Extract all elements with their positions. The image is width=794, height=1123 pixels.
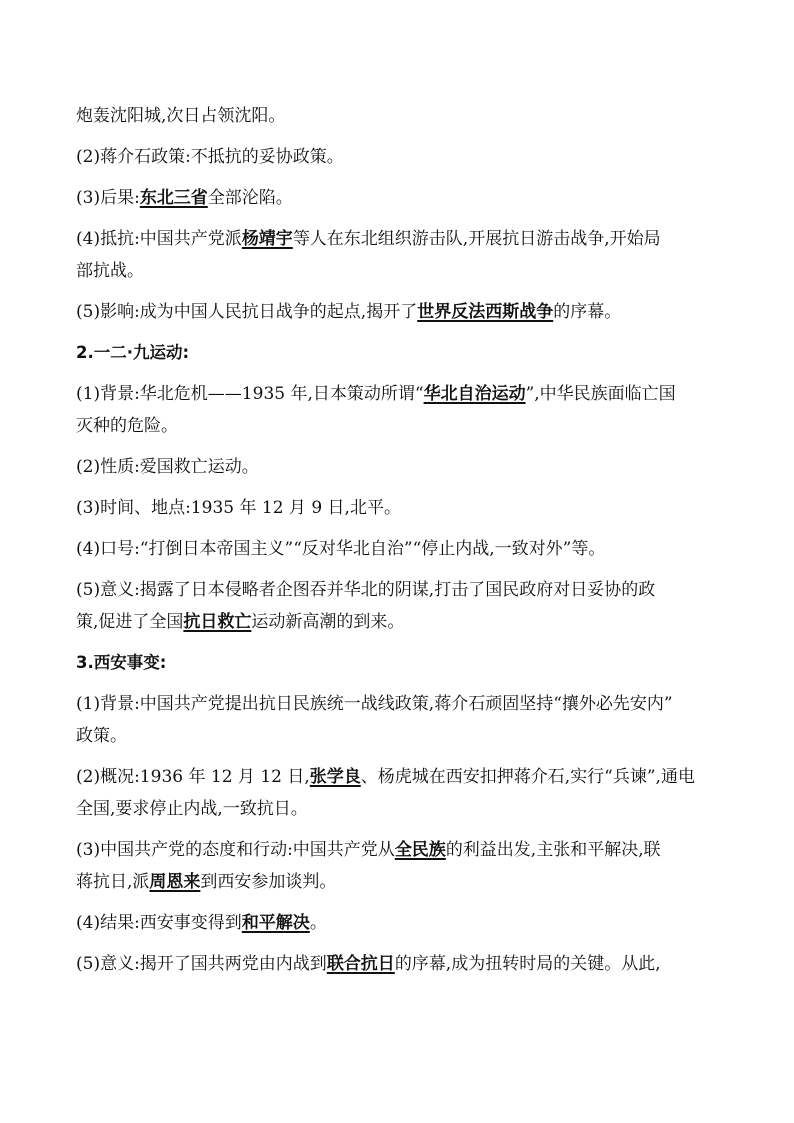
text-line	[76, 185, 721, 211]
keyword-underlined: 东北三省	[139, 188, 208, 208]
text-run: 3.西安事变:	[76, 653, 167, 672]
keyword-underlined: 抗日救亡	[183, 612, 252, 632]
text-line	[76, 796, 721, 822]
text-line	[76, 381, 721, 407]
keyword-underlined: 杨靖宇	[241, 229, 293, 249]
text-run: (4)抵抗:中国共产党派	[76, 229, 242, 249]
paragraph	[76, 837, 721, 895]
text-line	[76, 650, 721, 676]
keyword-underlined: 和平解决	[241, 913, 310, 933]
text-line	[76, 226, 721, 252]
text-line	[76, 764, 721, 790]
text-line	[76, 837, 721, 863]
text-run: 全国,要求停止内战,一致抗日。	[76, 799, 308, 819]
text-run: (4)口号:“打倒日本帝国主义”“反对华北自治”“停止内战,一致对外”等。	[76, 539, 606, 559]
text-run: 炮轰沈阳城,次日占领沈阳。	[76, 106, 286, 126]
text-run: (2)概况:1936 年 12 月 12 日,	[76, 767, 310, 787]
text-run: 灭种的危险。	[76, 416, 178, 436]
text-line	[76, 413, 721, 439]
text-line	[76, 340, 721, 366]
keyword-underlined: 华北自治运动	[423, 384, 526, 404]
keyword-underlined: 联合抗日	[326, 954, 395, 974]
text-run: (5)意义:揭露了日本侵略者企图吞并华北的阴谋,打击了国民政府对日妥协的政	[76, 580, 656, 600]
section-heading	[76, 340, 721, 366]
text-run: (2)性质:爱国救亡运动。	[76, 457, 259, 477]
text-run: 全部沦陷。	[207, 188, 293, 208]
keyword-underlined: 世界反法西斯战争	[417, 302, 554, 322]
text-line	[76, 536, 721, 562]
text-line	[76, 258, 721, 284]
paragraph	[76, 536, 721, 562]
paragraph	[76, 103, 721, 129]
text-run: 运动新高潮的到来。	[251, 612, 405, 632]
text-line	[76, 495, 721, 521]
text-run: 、杨虎城在西安扣押蒋介石,实行“兵谏”,通电	[360, 767, 695, 787]
text-line	[76, 691, 721, 717]
text-line	[76, 910, 721, 936]
text-run: 蒋抗日,派	[76, 872, 150, 892]
text-run: (3)时间、地点:1935 年 12 月 9 日,北平。	[76, 498, 401, 518]
keyword-underlined: 全民族	[394, 840, 446, 860]
paragraph	[76, 691, 721, 749]
text-run: (1)背景:中国共产党提出抗日民族统一战线政策,蒋介石顽固坚持“攘外必先安内”	[76, 694, 673, 714]
text-run: 政策。	[76, 726, 127, 746]
text-run: (5)影响:成为中国人民抗日战争的起点,揭开了	[76, 302, 418, 322]
text-run: 策,促进了全国	[76, 612, 184, 632]
text-run: ”,中华民族面临亡国	[525, 384, 676, 404]
text-line	[76, 951, 721, 977]
text-run: (4)结果:西安事变得到	[76, 913, 242, 933]
paragraph	[76, 764, 721, 822]
paragraph	[76, 454, 721, 480]
paragraph	[76, 495, 721, 521]
text-line	[76, 299, 721, 325]
text-run: 的利益出发,主张和平解决,联	[445, 840, 661, 860]
paragraph	[76, 381, 721, 439]
text-run: 部抗战。	[76, 261, 144, 281]
paragraph	[76, 144, 721, 170]
section-heading	[76, 650, 721, 676]
keyword-underlined: 周恩来	[149, 872, 201, 892]
text-run: (2)蒋介石政策:不抵抗的妥协政策。	[76, 147, 344, 167]
text-run: 到西安参加谈判。	[200, 872, 337, 892]
text-run: (5)意义:揭开了国共两党由内战到	[76, 954, 327, 974]
paragraph	[76, 577, 721, 635]
text-line	[76, 144, 721, 170]
keyword-underlined: 张学良	[309, 767, 361, 787]
text-line	[76, 609, 721, 635]
text-line	[76, 723, 721, 749]
text-run: (3)中国共产党的态度和行动:中国共产党从	[76, 840, 395, 860]
text-line	[76, 577, 721, 603]
text-line	[76, 103, 721, 129]
text-run: 等人在东北组织游击队,开展抗日游击战争,开始局	[292, 229, 661, 249]
text-line	[76, 869, 721, 895]
paragraph	[76, 185, 721, 211]
paragraph	[76, 226, 721, 284]
text-run: 。	[309, 913, 327, 933]
text-line	[76, 454, 721, 480]
paragraph	[76, 299, 721, 325]
document-body	[76, 103, 721, 992]
text-run: (3)后果:	[76, 188, 140, 208]
text-run: (1)背景:华北危机——1935 年,日本策动所谓“	[76, 384, 424, 404]
text-run: 的序幕。	[553, 302, 622, 322]
text-run: 2.一二·九运动:	[76, 343, 190, 362]
paragraph	[76, 951, 721, 977]
paragraph	[76, 910, 721, 936]
text-run: 的序幕,成为扭转时局的关键。从此,	[394, 954, 661, 974]
